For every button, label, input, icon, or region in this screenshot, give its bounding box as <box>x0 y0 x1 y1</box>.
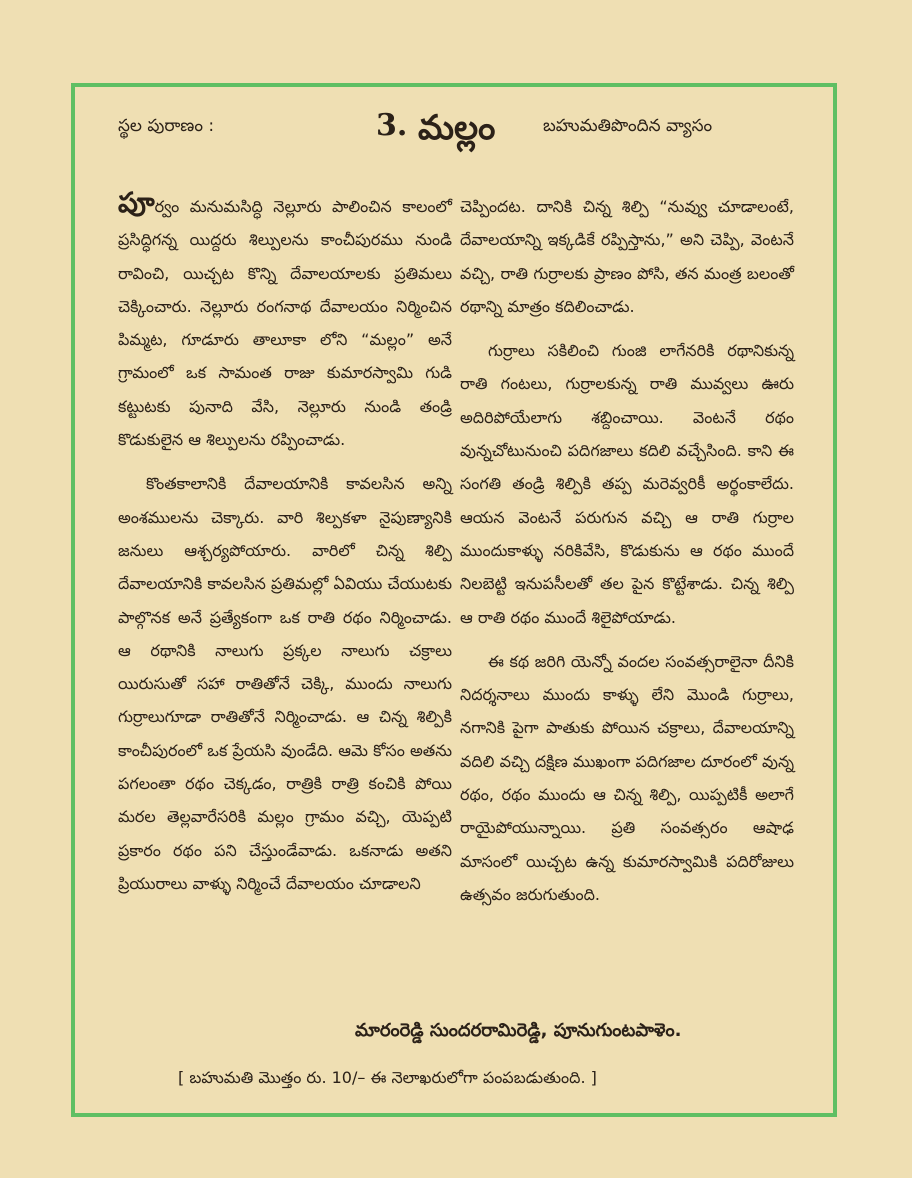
article-title: మల్లం <box>418 108 496 148</box>
paragraph: కొంతకాలానికి దేవాలయానికి కావలసిన అన్ని అంశములను చెక్కారు. వారి శిల్పకళా నైపుణ్యానికి జనులు ఆశ్చర్యపోయారు. వారిలో చిన్న శిల్పి దేవాలయానికి కావలసిన ప్రతిమల్లో ఏవియు చేయుటకు పాల్గొనక అనే ప్రత్యేకంగా ఒక రాతి రథం నిర్మించాడు. ఆ రథానికి నాలుగు ప్రక్కల నాలుగు చక్రాలు యిరుసుతో సహా రాతితోనే చెక్కి, ముందు నాలుగు గుర్రాలుగూడా రాతితోనే నిర్మించాడు. ఆ చిన్న శిల్పికి కాంచీపురంలో ఒక ప్రేయసి వుండేది. ఆమె కోసం అతను పగలంతా రథం చెక్కడం, రాత్రికి రాత్రి కంచికి పోయి మరల తెల్లవారేసరికి మల్లం గ్రామం వచ్చి, యెప్పటి ప్రకారం రథం పని చేస్తుండేవాడు. ఒకనాడు అతని ప్రియురాలు వాళ్ళు నిర్మించే దేవాలయం చూడాలని <box>118 474 452 893</box>
section-label: స్థల పురాణం : <box>118 116 215 136</box>
article-number: 3. <box>376 108 408 143</box>
prize-label: బహుమతిపొందిన వ్యాసం <box>543 116 713 136</box>
paragraph: ఈ కథ జరిగి యెన్నో వందల సంవత్సరాలైనా దీనికి నిదర్శనాలు ముందు కాళ్ళు లేని మొండి గుర్రాలు, నగానికి పైగా పాతుకు పోయిన చక్రాలు, దేవాలయాన్ని వదిలి వచ్చి దక్షిణ ముఖంగా పదిగజాల దూరంలో వున్న రథం, రథం ముందు ఆ చిన్న శిల్పి, యిప్పటికీ అలాగే రాయైపోయున్నాయి. ప్రతి సంవత్సరం ఆషాఢ మాసంలో యిచ్చట ఉన్న కుమారస్వామికి పదిరోజులు ఉత్సవం జరుగుతుంది. <box>460 651 794 904</box>
article-header <box>118 108 798 168</box>
left-column <box>118 186 452 911</box>
paragraph <box>118 186 452 456</box>
prize-note: [ బహుమతి మొత్తం రు. 10/– ఈ నెలాఖరులోగా పంపబడుతుంది. ] <box>178 1068 597 1087</box>
author-byline: మారంరెడ్డి సుందరరామిరెడ్డి, పూనుగుంటపాళెం. <box>355 1020 682 1041</box>
paragraph: గుర్రాలు సకిలించి గుంజి లాగేనరికి రథానికున్న రాతి గంటలు, గుర్రాలకున్న రాతి మువ్వలు ఊరు అదిరిపోయేలాగు శబ్దించాయి. వెంటనే రథం వున్నచోటునుంచి పదిగజాలు కదిలి వచ్చేసింది. కాని ఈ సంగతి తండ్రి శిల్పికి తప్ప మరెవ్వరికీ అర్థంకాలేదు. ఆయన వెంటనే పరుగున వచ్చి ఆ రాతి గుర్రాల ముందుకాళ్ళు నరికివేసి, కొడుకును ఆ రథం ముందే నిలబెట్టి ఇనుపసీలతో తల పైన కొట్టేశాడు. చిన్న శిల్పి ఆ రాతి రథం ముందే శిలైపోయాడు. <box>460 341 794 627</box>
paragraph-text: ర్వం మనుమసిద్ధి నెల్లూరు పాలించిన కాలంలో ప్రసిద్ధిగన్న యిద్దరు శిల్పులను కాంచీపురము నుండి రావించి, యిచ్చట కొన్ని దేవాలయాలకు ప్రతిమలు చెక్కించారు. నెల్లూరు రంగనాథ దేవాలయం నిర్మించిన పిమ్మట, గూడూరు తాలూకా లోని “మల్లం” అనే గ్రామంలో ఒక సామంత రాజు కుమారస్వామి గుడి కట్టుటకు పునాది వేసి, నెల్లూరు నుండి తండ్రి కొడుకులైన ఆ శిల్పులను రప్పించాడు. <box>118 197 452 450</box>
paragraph: చెప్పిందట. దానికి చిన్న శిల్పి “నువ్వు చూడాలంటే, దేవాలయాన్ని ఇక్కడికే రప్పిస్తాను,” అని చెప్పి, వెంటనే వచ్చి, రాతి గుర్రాలకు ప్రాణం పోసి, తన మంత్ర బలంతో రథాన్ని మాత్రం కదిలించాడు. <box>460 197 794 316</box>
right-column <box>460 190 794 922</box>
drop-cap: పూ <box>118 186 155 219</box>
